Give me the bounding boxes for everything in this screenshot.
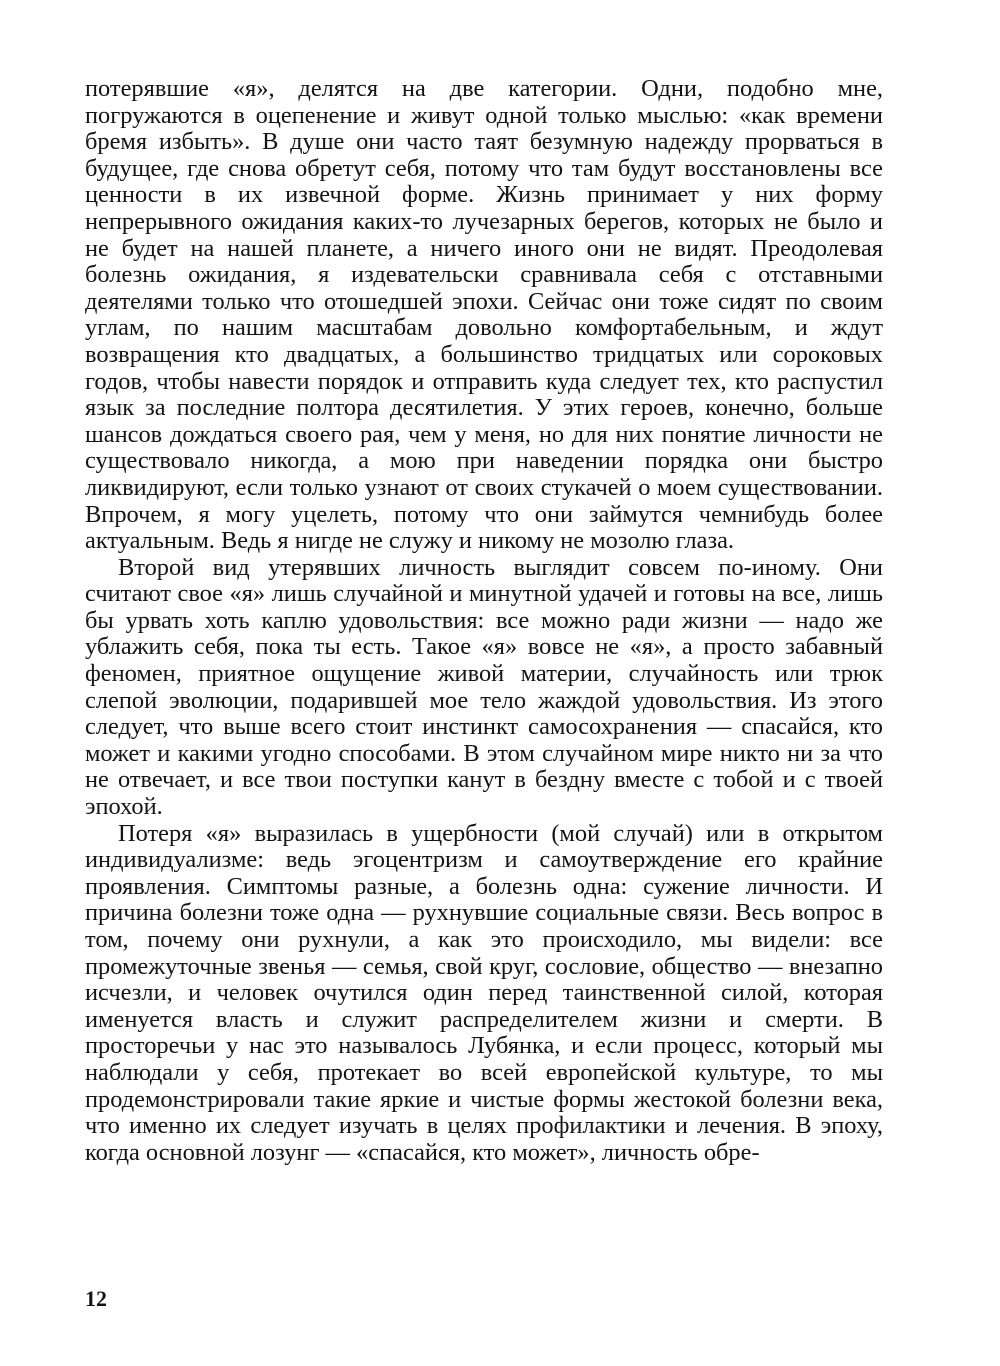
paragraph-3: Потеря «я» выразилась в ущербности (мой случай) или в открытом индивидуализме: ведь эгоцентризм и самоутверждение его крайние проявления. Симптомы разные, а болезнь одна: сужение личности. И причина болезни тоже одна — рухнувшие социальные связи. Весь вопрос в том, почему они рухнули, а как это происходило, мы видели: все промежуточные звенья — семья, свой круг, сословие, общество — внезапно исчезли, и человек очутился один перед таинственной силой, которая именуется власть и служит распределителем жизни и смерти. В просторечьи у нас это называлось Лубянка, и если процесс, который мы наблюдали у себя, протекает во всей европейской культуре, то мы продемонстрировали такие яркие и чистые формы жестокой болезни века, что именно их следует изучать в целях профилактики и лечения. В эпоху, когда основной лозунг — «спасайся, кто может», личность обре- bbox=[85, 819, 883, 1166]
paragraph-2: Второй вид утерявших личность выглядит совсем по-иному. Они считают свое «я» лишь случайной и минутной удачей и готовы на все, лишь бы урвать хоть каплю удовольствия: все можно ради жизни — надо же ублажить себя, пока ты есть. Такое «я» вовсе не «я», а просто забавный феномен, приятное ощущение живой материи, случайность или трюк слепой эволюции, подарившей мое тело жаждой удовольствия. Из этого следует, что выше всего стоит инстинкт самосохранения — спасайся, кто может и какими угодно способами. В этом случайном мире никто ни за что не отвечает, и все твои поступки канут в бездну вместе с тобой и с твоей эпохой. bbox=[85, 553, 883, 821]
page-number: 12 bbox=[85, 1286, 107, 1311]
paragraph-1: потерявшие «я», делятся на две категории. Одни, подобно мне, погружаются в оцепенение и живут одной только мыслью: «как времени бремя избыть». В душе они часто таят безумную надежду прорваться в будущее, где снова обретут себя, потому что там будут восстановлены все ценности в их извечной форме. Жизнь принимает у них форму непрерывного ожидания каких-то лучезарных берегов, которых не было и не будет на нашей планете, а ничего иного они не видят. Преодолевая болезнь ожидания, я издевательски сравнивала себя с отставными деятелями только что отошедшей эпохи. Сейчас они тоже сидят по своим углам, по нашим масштабам довольно комфортабельным, и ждут возвращения кто двадцатых, а большинство тридцатых или сороковых годов, чтобы навести порядок и отправить куда следует тех, кто распустил язык за последние полтора десятилетия. У этих героев, конечно, больше шансов дождаться своего рая, чем у меня, но для них понятие личности не существовало никогда, а мою при наведении порядка они быстро ликвидируют, если только узнают от своих стукачей о моем существовании. Впрочем, я могу уцелеть, потому что они займутся чемнибудь более актуальным. Ведь я нигде не служу и никому не мозолю глаза. bbox=[85, 75, 883, 555]
body-text bbox=[85, 76, 883, 1166]
